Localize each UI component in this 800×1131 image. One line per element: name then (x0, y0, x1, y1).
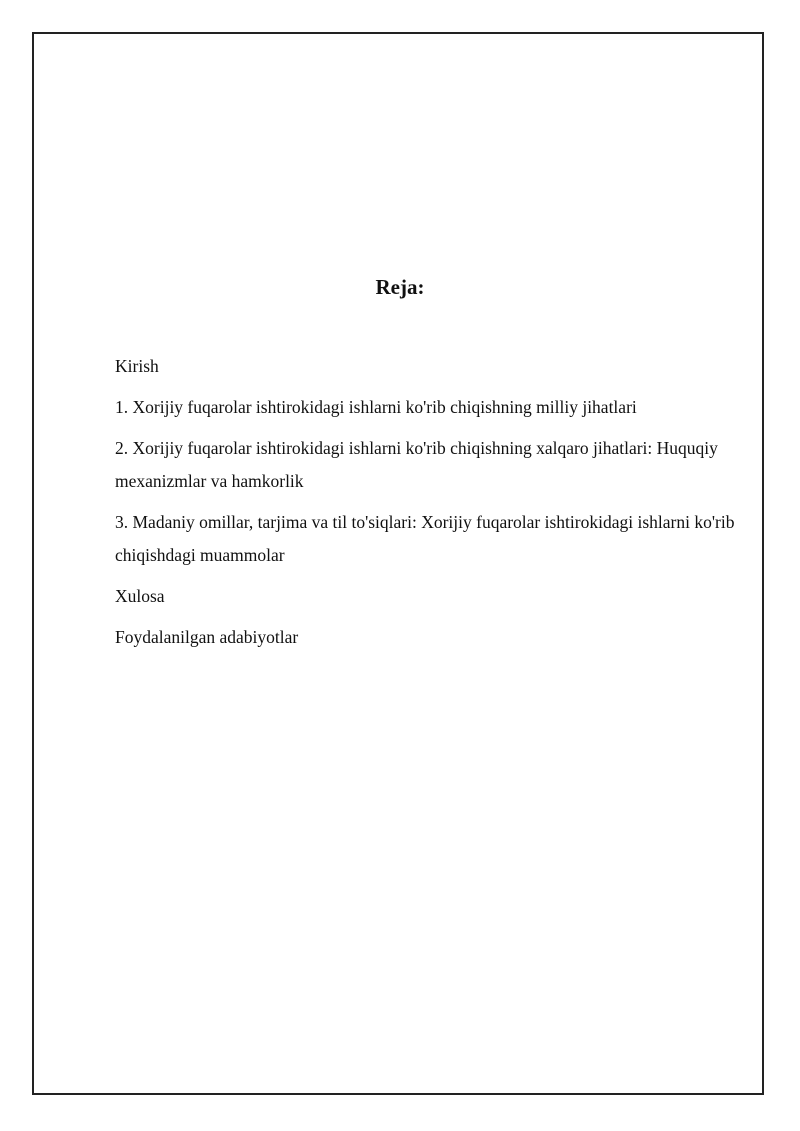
plan-item-chapter-2: 2. Xorijiy fuqarolar ishtirokidagi ishlarni ko'rib chiqishning xalqaro jihatlari: Huquqiy mexanizmlar va hamkorlik (115, 438, 718, 491)
plan-list (115, 350, 740, 662)
plan-item-chapter-3: 3. Madaniy omillar, tarjima va til to'siqlari: Xorijiy fuqarolar ishtirokidagi ishlarni ko'rib chiqishdagi muammolar (115, 512, 735, 565)
plan-item-conclusion: Xulosa (115, 586, 165, 606)
plan-item-introduction: Kirish (115, 356, 159, 376)
plan-item-references: Foydalanilgan adabiyotlar (115, 627, 299, 647)
plan-item-chapter-1: 1. Xorijiy fuqarolar ishtirokidagi ishlarni ko'rib chiqishning milliy jihatlari (115, 397, 637, 417)
plan-title: Reja: (375, 275, 425, 299)
